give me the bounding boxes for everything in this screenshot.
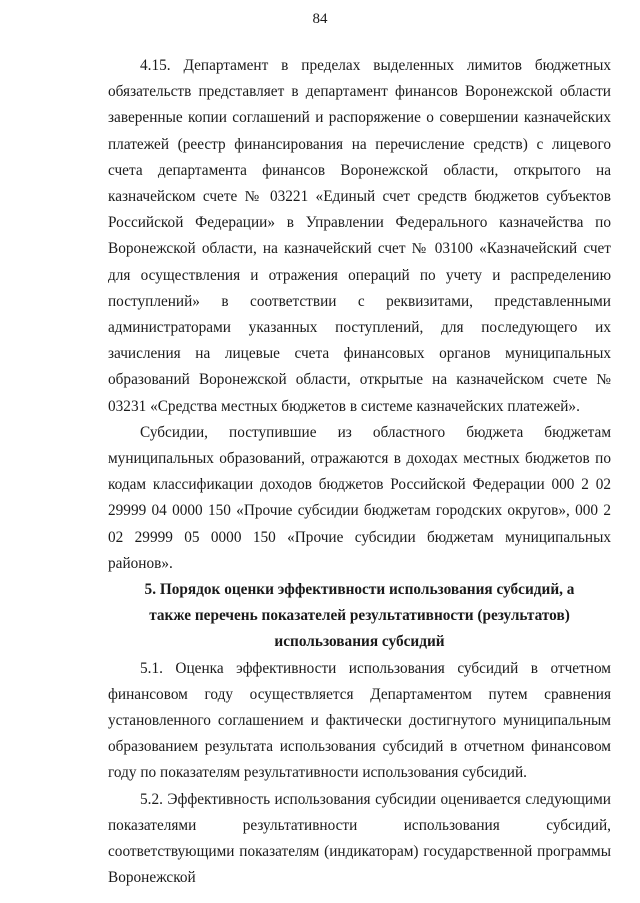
section-heading-line-1: 5. Порядок оценки эффективности использования субсидий, а [144,581,575,599]
paragraph-subsidies: Субсидии, поступившие из областного бюджета бюджетам муниципальных образований, отражаются в доходах местных бюджетов по кодам классификации доходов бюджетов Российской Федерации 000 2 02 29999 04 0000 150 «Прочие субсидии бюджетам городских округов», 000 2 02 29999 05 0000 150 «Прочие субсидии бюджетам муниципальных районов». [108,423,611,572]
section-heading-line-2: также перечень показателей результативности (результатов) [149,607,570,625]
section-heading-line-3: использования субсидий [274,633,445,651]
paragraph-5-2: 5.2. Эффективность использования субсидии оценивается следующими показателями результативности использования субсидий, соответствующими показателям (индикаторам) государственной программы Воронежской [108,790,611,887]
paragraph-5-1: 5.1. Оценка эффективности использования субсидий в отчетном финансовом году осуществляется Департаментом путем сравнения установленного соглашением и фактически достигнутого муниципальным образованием результата использования субсидий в отчетном финансовом году по показателям результативности использования субсидий. [108,659,611,782]
section-heading [108,577,611,656]
document-body [108,53,611,892]
paragraph-4-15: 4.15. Департамент в пределах выделенных лимитов бюджетных обязательств представляет в департамент финансов Воронежской области заверенные копии соглашений и распоряжение о совершении казначейских платежей (реестр финансирования на перечисление средств) с лицевого счета департамента финансов Воронежской области, открытого на казначейском счете № 03221 «Единый счет средств бюджетов субъектов Российской Федерации» в Управлении Федерального казначейства по Воронежской области, на казначейский счет № 03100 «Казначейский счет для осуществления и отражения операций по учету и распределению поступлений» в соответствии с реквизитами, представленными администраторами указанных поступлений, для последующего их зачисления на лицевые счета финансовых органов муниципальных образований Воронежской области, открытые на казначейском счете № 03231 «Средства местных бюджетов в системе казначейских платежей». [108,57,611,415]
page-number: 84 [312,11,328,27]
